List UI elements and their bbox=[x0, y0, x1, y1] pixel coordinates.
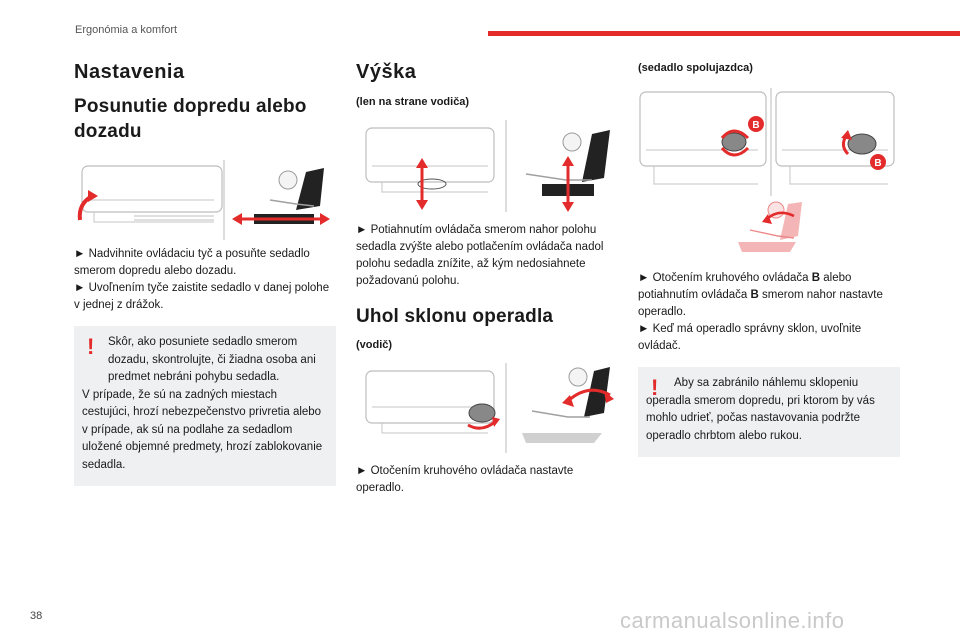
warning-text-2: V prípade, že sú na zadných miestach cestujúci, hrozí nebezpečenstvo privretia alebo v prípade, ak sú na podlahe za sedadlom uložené objemné predmety, hrozí zablokovanie sedadla. bbox=[82, 388, 323, 471]
step-release: ► Keď má operadlo správny sklon, uvoľnite ovládač. bbox=[638, 323, 862, 352]
column-height bbox=[356, 56, 618, 497]
passenger-warning-box bbox=[638, 367, 900, 457]
step-height: ► Potiahnutím ovládača smerom nahor polohu sedadla zvýšte alebo potlačením ovládača nadol polohu sedadla znížite, až kým nedosiahnete požadovanú polohu. bbox=[356, 224, 604, 287]
warning-text-1: Skôr, ako posuniete sedadlo smerom dozadu, skontrolujte, či žiadna osoba ani predmet nebráni pohybu sedadla. bbox=[108, 336, 316, 383]
heading-backrest: Uhol sklonu operadla bbox=[356, 306, 554, 327]
label-b-text-1: B bbox=[811, 272, 821, 284]
step-slide: ► Nadvihnite ovládaciu tyč a posuňte sedadlo smerom dopredu alebo dozadu. bbox=[74, 248, 310, 277]
seat-height-illustration bbox=[356, 120, 618, 212]
column-adjustments bbox=[74, 56, 336, 486]
label-b-1: B bbox=[752, 120, 760, 131]
warning-icon: ! bbox=[87, 334, 95, 359]
step-rotate-b bbox=[638, 270, 900, 321]
watermark: carmanualsonline.info bbox=[620, 608, 845, 633]
label-b-text-2: B bbox=[750, 289, 759, 301]
step-rotate-b-part3: smerom nahor nastavte operadlo. bbox=[638, 289, 883, 318]
height-title: Výška bbox=[356, 61, 417, 83]
passenger-control-illustration bbox=[638, 88, 900, 196]
passenger-figure-illustration bbox=[638, 200, 900, 256]
column-passenger bbox=[638, 56, 900, 457]
step-lock: ► Uvoľnením tyče zaistite sedadlo v danej polohe v jednej z drážok. bbox=[74, 282, 330, 311]
header-accent-bar bbox=[488, 31, 960, 36]
step-rotate-b-part1: ► Otočením kruhového ovládača bbox=[638, 272, 812, 284]
warning-box bbox=[74, 326, 336, 486]
backrest-subtitle: (vodič) bbox=[356, 339, 393, 351]
step-rotate-b-part2: alebo potiahnutím ovládača bbox=[638, 272, 852, 301]
height-subtitle: (len na strane vodiča) bbox=[356, 96, 470, 108]
step-backrest: ► Otočením kruhového ovládača nastavte operadlo. bbox=[356, 465, 574, 494]
passenger-warning-text: Aby sa zabránilo náhlemu sklopeniu operadla smerom dopredu, pri ktorom by vás mohlo udrieť, počas nastavovania podržte operadlo chrbtom alebo rukou. bbox=[646, 377, 875, 442]
backrest-illustration bbox=[356, 363, 618, 453]
seat-slide-illustration bbox=[74, 160, 336, 240]
label-b-2: B bbox=[874, 158, 882, 169]
heading-fore-aft: Posunutie dopredu alebo dozadu bbox=[74, 96, 307, 142]
section-title: Nastavenia bbox=[74, 61, 185, 83]
running-header: Ergonómia a komfort bbox=[75, 24, 178, 36]
warning-icon: ! bbox=[651, 375, 659, 400]
page-number: 38 bbox=[30, 610, 43, 622]
passenger-subtitle: (sedadlo spolujazdca) bbox=[638, 62, 753, 74]
